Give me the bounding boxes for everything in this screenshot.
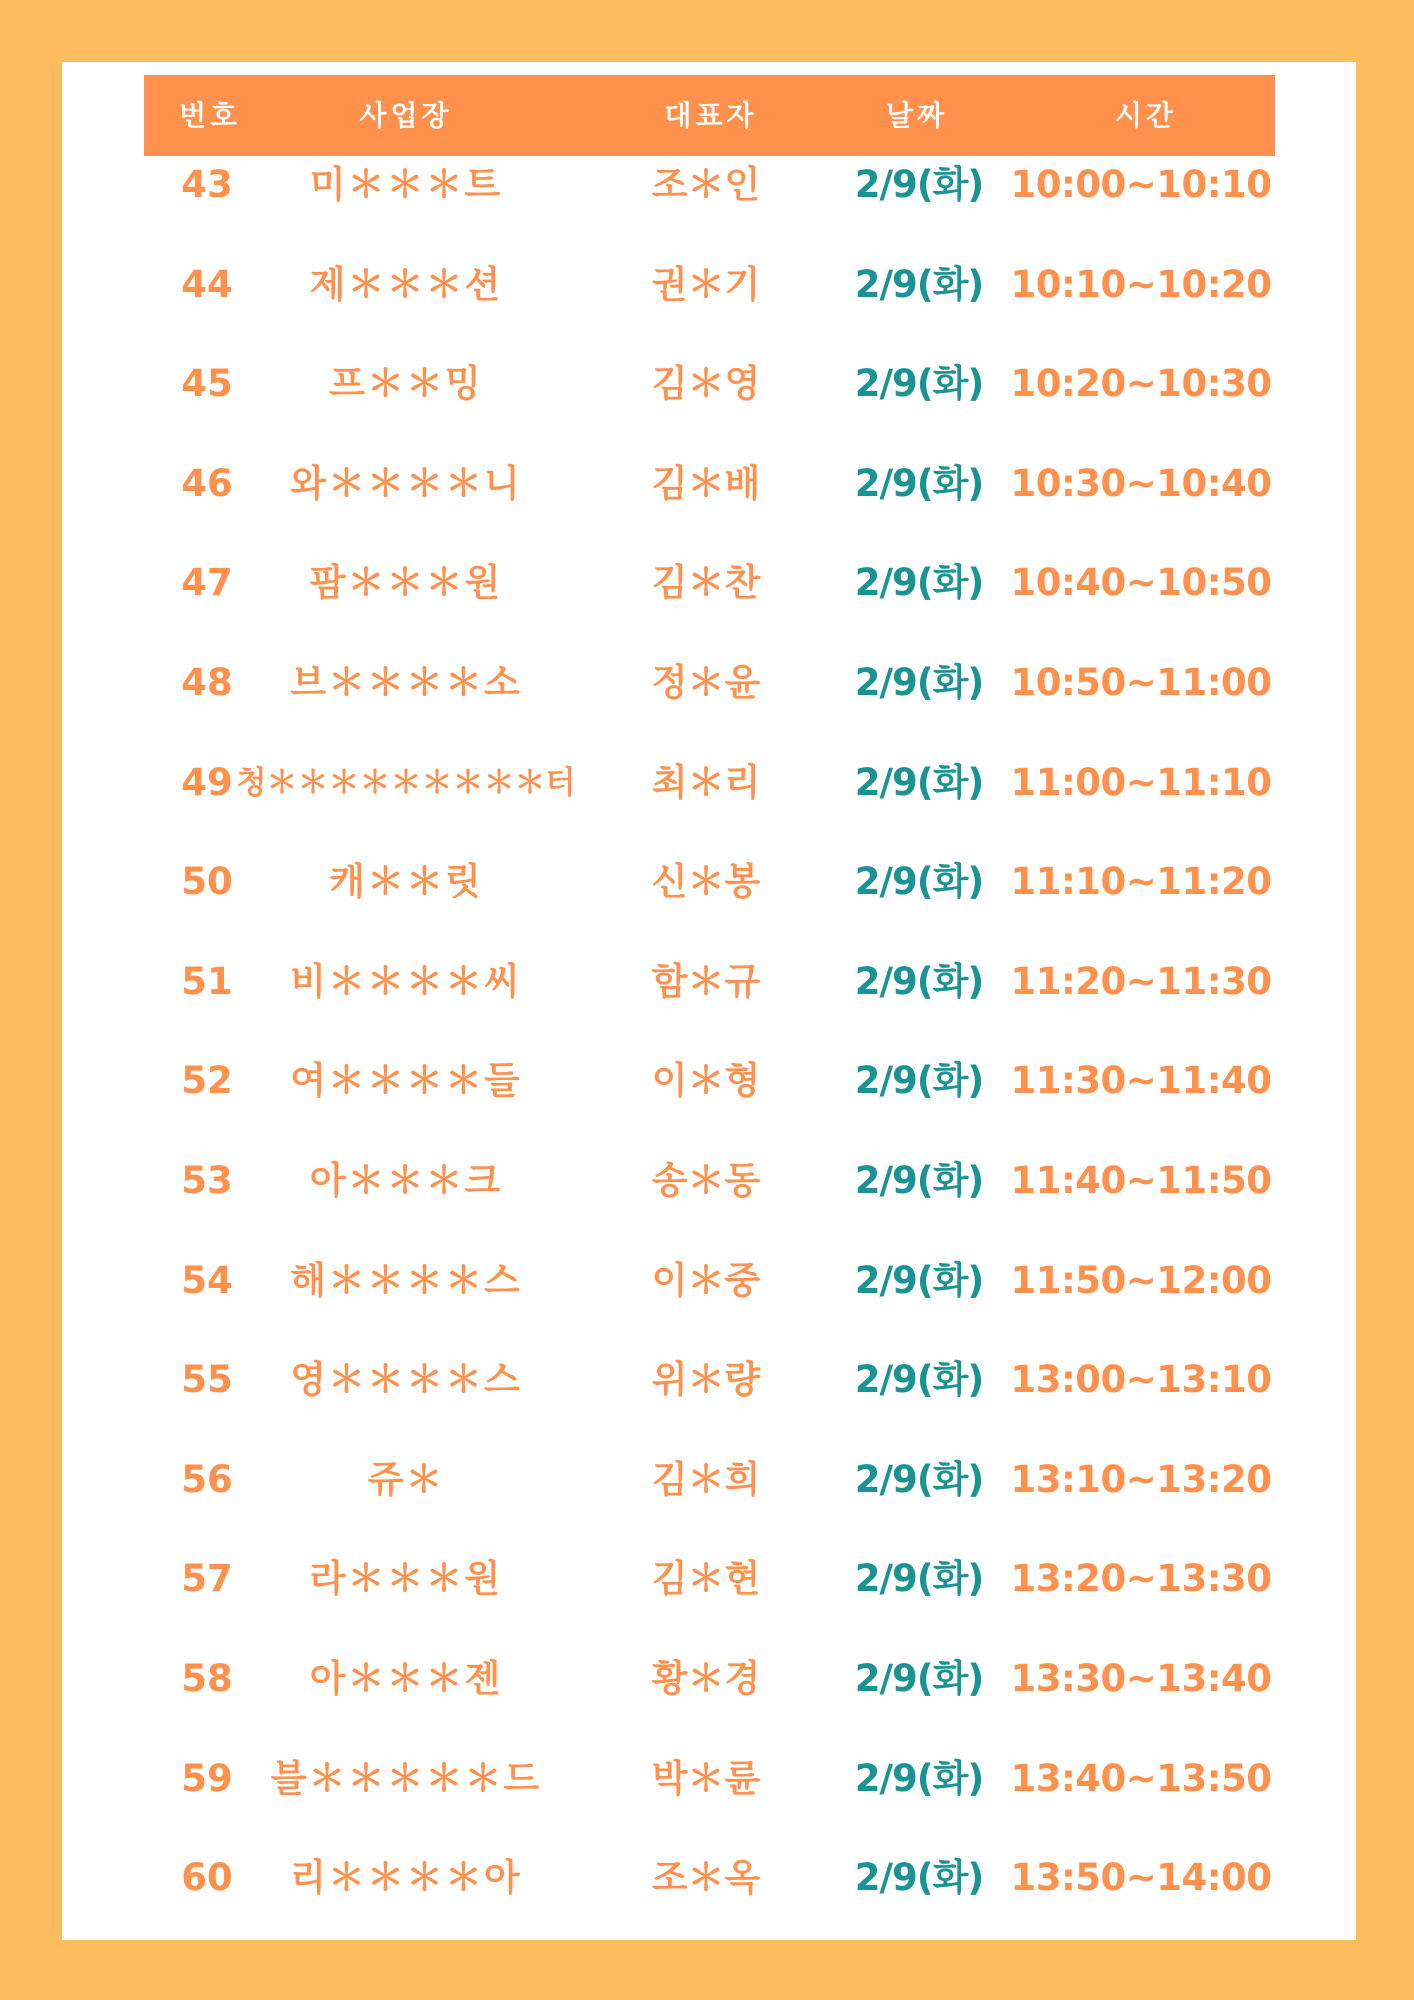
row-date: 2/9(화) xyxy=(854,262,984,306)
row-representative: 김＊현 xyxy=(651,1557,761,1601)
schedule-sheet xyxy=(62,62,1356,1940)
row-time: 13:40~13:50 xyxy=(1010,1756,1272,1800)
row-business: 라＊＊＊원 xyxy=(309,1557,503,1601)
row-representative: 황＊경 xyxy=(651,1656,761,1700)
row-business: 아＊＊＊크 xyxy=(309,1158,503,1202)
row-number: 51 xyxy=(181,959,233,1003)
table-row xyxy=(62,1843,1356,1943)
row-time: 13:00~13:10 xyxy=(1010,1358,1272,1402)
row-business: 비＊＊＊＊씨 xyxy=(290,959,522,1003)
row-time: 11:00~11:10 xyxy=(1010,760,1272,804)
row-number: 59 xyxy=(181,1756,233,1800)
row-business: 제＊＊＊션 xyxy=(309,262,503,306)
row-representative: 이＊형 xyxy=(651,1059,761,1103)
row-date: 2/9(화) xyxy=(854,1059,984,1103)
row-representative: 신＊봉 xyxy=(651,860,761,904)
row-business: 미＊＊＊트 xyxy=(309,163,503,206)
row-number: 44 xyxy=(181,262,233,306)
row-date: 2/9(화) xyxy=(854,461,984,505)
row-number: 56 xyxy=(181,1457,233,1501)
row-number: 57 xyxy=(181,1557,233,1601)
row-representative: 최＊리 xyxy=(651,760,761,804)
row-date: 2/9(화) xyxy=(854,959,984,1003)
row-date: 2/9(화) xyxy=(854,1756,984,1800)
row-time: 11:50~12:00 xyxy=(1010,1258,1272,1302)
row-time: 11:10~11:20 xyxy=(1010,860,1272,904)
table-row xyxy=(62,548,1356,648)
table-row xyxy=(62,250,1356,350)
header-time: 시간 xyxy=(1114,99,1178,132)
table-row xyxy=(62,1544,1356,1644)
row-time: 10:10~10:20 xyxy=(1010,262,1272,306)
row-number: 47 xyxy=(181,561,233,605)
row-number: 58 xyxy=(181,1656,233,1700)
schedule-table-body xyxy=(62,150,1356,1943)
row-time: 10:40~10:50 xyxy=(1010,561,1272,605)
table-row xyxy=(62,648,1356,748)
row-date: 2/9(화) xyxy=(854,362,984,406)
table-row xyxy=(62,349,1356,449)
table-row xyxy=(62,947,1356,1047)
header-date: 날짜 xyxy=(885,99,949,132)
row-time: 10:00~10:10 xyxy=(1010,163,1272,206)
row-date: 2/9(화) xyxy=(854,163,984,206)
table-row xyxy=(62,1445,1356,1545)
table-row xyxy=(62,1246,1356,1346)
row-business: 와＊＊＊＊니 xyxy=(290,461,522,505)
row-date: 2/9(화) xyxy=(854,660,984,704)
row-business: 여＊＊＊＊들 xyxy=(290,1059,522,1103)
row-representative: 박＊륜 xyxy=(651,1756,761,1800)
row-business: 쥬＊ xyxy=(367,1457,445,1501)
table-row xyxy=(62,1146,1356,1246)
row-representative: 김＊희 xyxy=(651,1457,761,1501)
row-business: 청＊＊＊＊＊＊＊＊＊터 xyxy=(236,764,576,801)
row-time: 11:40~11:50 xyxy=(1010,1158,1272,1202)
row-date: 2/9(화) xyxy=(854,1158,984,1202)
row-date: 2/9(화) xyxy=(854,1656,984,1700)
row-business: 아＊＊＊젠 xyxy=(309,1656,503,1700)
row-time: 10:20~10:30 xyxy=(1010,362,1272,406)
row-number: 46 xyxy=(181,461,233,505)
row-representative: 김＊영 xyxy=(651,362,761,406)
row-business: 팜＊＊＊원 xyxy=(309,561,503,605)
row-number: 50 xyxy=(181,860,233,904)
row-number: 43 xyxy=(181,163,233,206)
row-representative: 이＊중 xyxy=(651,1258,761,1302)
row-time: 10:30~10:40 xyxy=(1010,461,1272,505)
row-time: 11:30~11:40 xyxy=(1010,1059,1272,1103)
row-number: 52 xyxy=(181,1059,233,1103)
row-business: 브＊＊＊＊소 xyxy=(290,660,522,704)
row-representative: 함＊규 xyxy=(651,959,761,1003)
table-row xyxy=(62,1744,1356,1844)
row-business: 블＊＊＊＊＊드 xyxy=(270,1756,542,1800)
header-business: 사업장 xyxy=(359,99,453,132)
row-business: 프＊＊밍 xyxy=(329,362,483,406)
table-header xyxy=(144,75,1275,156)
row-representative: 권＊기 xyxy=(651,262,761,306)
row-number: 49 xyxy=(181,760,233,804)
header-representative: 대표자 xyxy=(664,99,758,132)
row-time: 13:50~14:00 xyxy=(1010,1856,1272,1900)
row-representative: 김＊배 xyxy=(651,461,761,505)
row-representative: 김＊찬 xyxy=(651,561,761,605)
header-no: 번호 xyxy=(178,99,242,132)
row-date: 2/9(화) xyxy=(854,760,984,804)
row-business: 해＊＊＊＊스 xyxy=(290,1258,522,1302)
row-representative: 송＊동 xyxy=(651,1158,761,1202)
row-number: 55 xyxy=(181,1358,233,1402)
row-number: 45 xyxy=(181,362,233,406)
row-date: 2/9(화) xyxy=(854,561,984,605)
row-time: 13:30~13:40 xyxy=(1010,1656,1272,1700)
table-row xyxy=(62,1046,1356,1146)
table-row xyxy=(62,150,1356,250)
row-time: 10:50~11:00 xyxy=(1010,660,1272,704)
row-number: 54 xyxy=(181,1258,233,1302)
table-row xyxy=(62,1345,1356,1445)
row-representative: 조＊옥 xyxy=(651,1856,761,1900)
table-row xyxy=(62,847,1356,947)
row-representative: 위＊량 xyxy=(651,1358,761,1402)
row-business: 리＊＊＊＊아 xyxy=(290,1856,522,1900)
row-date: 2/9(화) xyxy=(854,1557,984,1601)
row-number: 48 xyxy=(181,660,233,704)
row-date: 2/9(화) xyxy=(854,1358,984,1402)
row-time: 13:10~13:20 xyxy=(1010,1457,1272,1501)
row-date: 2/9(화) xyxy=(854,1258,984,1302)
table-row xyxy=(62,748,1356,848)
row-representative: 정＊윤 xyxy=(651,660,761,704)
row-time: 13:20~13:30 xyxy=(1010,1557,1272,1601)
row-business: 영＊＊＊＊스 xyxy=(290,1358,522,1402)
row-date: 2/9(화) xyxy=(854,1856,984,1900)
table-row xyxy=(62,1644,1356,1744)
row-date: 2/9(화) xyxy=(854,1457,984,1501)
row-representative: 조＊인 xyxy=(651,163,761,206)
table-row xyxy=(62,449,1356,549)
row-number: 53 xyxy=(181,1158,233,1202)
row-number: 60 xyxy=(181,1856,233,1900)
row-date: 2/9(화) xyxy=(854,860,984,904)
row-business: 캐＊＊릿 xyxy=(329,860,483,904)
row-time: 11:20~11:30 xyxy=(1010,959,1272,1003)
